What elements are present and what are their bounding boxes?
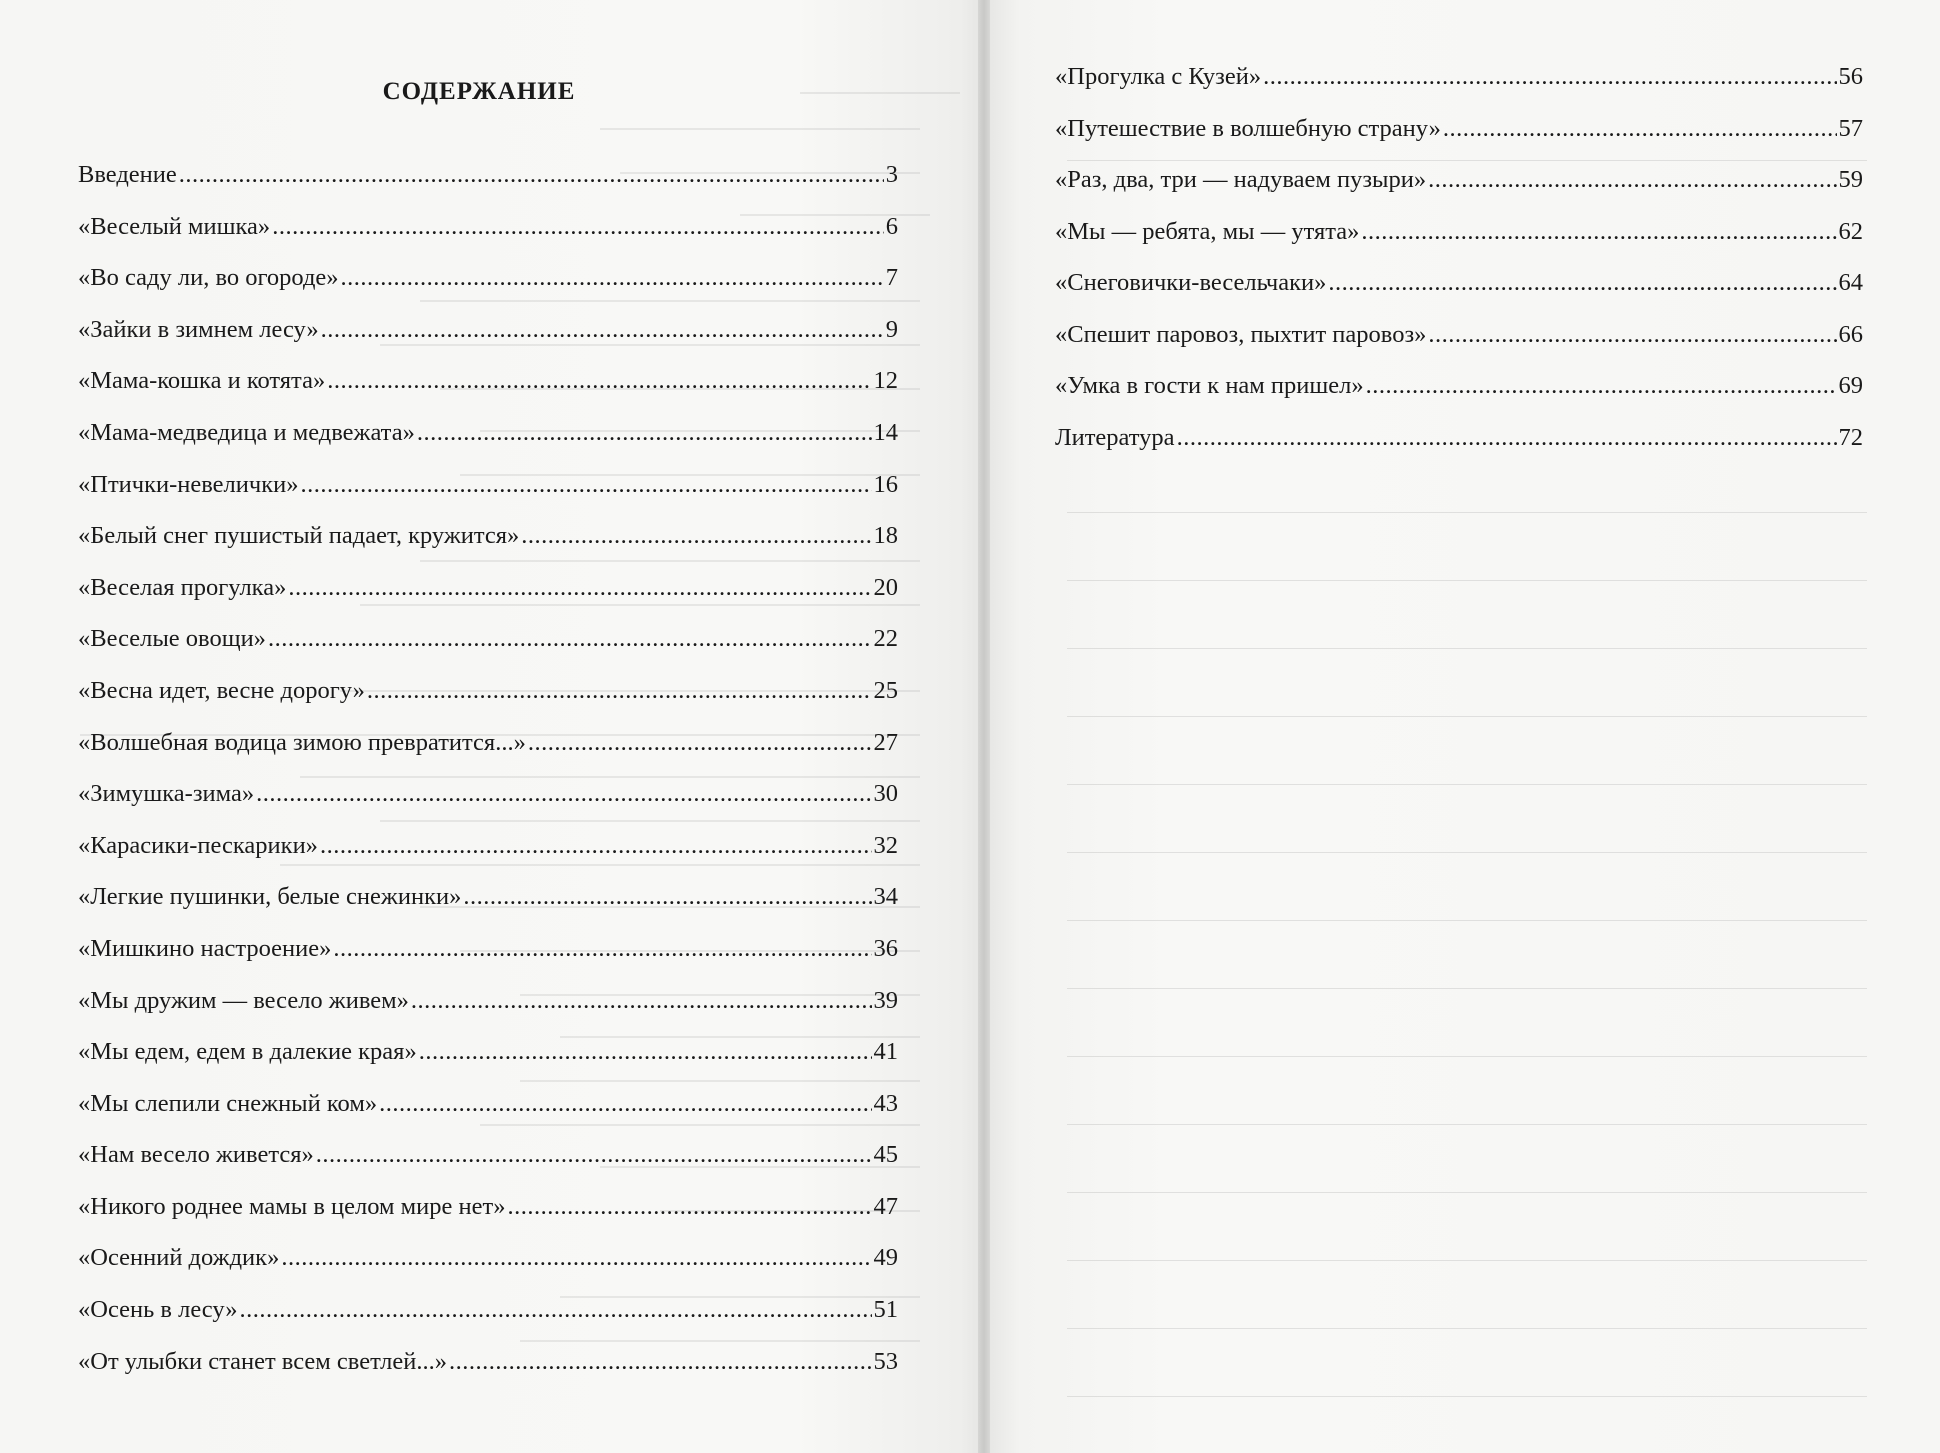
dot-leader — [1328, 268, 1836, 298]
toc-entry-title: «Умка в гости к нам пришел» — [1055, 372, 1364, 399]
toc-entry[interactable] — [78, 1089, 898, 1141]
toc-entry-title: «Веселая прогулка» — [78, 573, 287, 601]
toc-entry-page: 25 — [873, 676, 898, 704]
dot-leader — [281, 1243, 871, 1273]
toc-entry-page: 6 — [885, 212, 898, 240]
toc-entry-title: «Зайки в зимнем лесу» — [78, 315, 319, 343]
toc-entry-title: «Во саду ли, во огороде» — [78, 264, 339, 292]
toc-entry-title: «Веселый мишка» — [78, 212, 271, 240]
toc-entry[interactable] — [78, 315, 898, 367]
toc-entry[interactable] — [1055, 217, 1863, 269]
page-title-text: СОДЕРЖАНИЕ — [382, 78, 576, 105]
toc-entry[interactable] — [78, 728, 898, 780]
toc-entry-page: 36 — [873, 934, 898, 962]
toc-entry-title: Литература — [1055, 423, 1175, 451]
dot-leader — [417, 418, 872, 448]
toc-entry[interactable] — [78, 366, 898, 418]
toc-entry[interactable] — [78, 1140, 898, 1192]
toc-entry-title: «Веселые овощи» — [78, 625, 266, 653]
dot-leader — [367, 676, 872, 706]
dot-leader — [507, 1192, 871, 1222]
toc-entry-page: 18 — [873, 522, 898, 550]
toc-entry[interactable] — [78, 263, 898, 315]
toc-entry[interactable] — [1055, 62, 1863, 114]
toc-entry-title: «Осень в лесу» — [78, 1296, 238, 1324]
dot-leader — [411, 986, 872, 1016]
toc-entry-title: «Мы едем, едем в далекие края» — [78, 1038, 417, 1066]
dot-leader — [1366, 371, 1837, 401]
toc-entry-page: 57 — [1838, 114, 1863, 142]
toc-entry-page: 20 — [873, 573, 898, 601]
toc-entry-page: 14 — [873, 418, 898, 446]
dot-leader — [1361, 217, 1836, 247]
dot-leader — [272, 212, 884, 242]
dot-leader — [321, 315, 884, 345]
dot-leader — [256, 779, 871, 809]
toc-entry[interactable] — [1055, 371, 1863, 423]
toc-entry-page: 30 — [873, 780, 898, 808]
toc-entry-page: 9 — [885, 315, 898, 343]
toc-entry-page: 41 — [873, 1038, 898, 1066]
toc-entry-title: «Мама-медведица и медвежата» — [78, 418, 415, 446]
toc-entry-page: 12 — [873, 367, 898, 395]
toc-entry[interactable] — [1055, 165, 1863, 217]
toc-entry-page: 39 — [873, 986, 898, 1014]
dot-leader — [239, 1295, 871, 1325]
toc-entry-title: «Белый снег пушистый падает, кружится» — [78, 522, 520, 550]
dot-leader — [300, 470, 871, 500]
toc-entry-title: «Карасики-пескарики» — [78, 831, 318, 859]
toc-entry-page: 66 — [1838, 320, 1863, 348]
toc-entry-page: 43 — [873, 1089, 898, 1117]
toc-entry-page: 16 — [873, 470, 898, 498]
toc-entry[interactable] — [1055, 268, 1863, 320]
toc-entry-page: 72 — [1838, 423, 1863, 451]
toc-entry[interactable] — [78, 1243, 898, 1295]
toc-entry-title: «Птички-невелички» — [78, 470, 299, 498]
toc-entry[interactable] — [78, 212, 898, 264]
dot-leader — [341, 263, 884, 293]
toc-entry[interactable] — [78, 470, 898, 522]
toc-entry-title: «От улыбки станет всем светлей...» — [78, 1347, 448, 1375]
toc-entry-page: 56 — [1838, 63, 1863, 90]
toc-entry-title: «Осенний дождик» — [78, 1244, 280, 1272]
toc-entry-title: Введение — [78, 161, 177, 188]
dot-leader — [268, 624, 872, 654]
toc-list-left — [78, 160, 898, 1398]
toc-entry-title: «Мама-кошка и котята» — [78, 367, 326, 395]
toc-entry-page: 3 — [885, 161, 898, 188]
toc-entry-title: «Путешествие в волшебную страну» — [1055, 114, 1441, 142]
toc-entry-page: 45 — [873, 1141, 898, 1169]
toc-entry[interactable] — [78, 1192, 898, 1244]
toc-entry-title: «Прогулка с Кузей» — [1055, 63, 1262, 90]
toc-entry[interactable] — [78, 521, 898, 573]
toc-entry[interactable] — [78, 1295, 898, 1347]
dot-leader — [288, 573, 871, 603]
toc-entry-title: «Никого роднее мамы в целом мире нет» — [78, 1192, 506, 1220]
dot-leader — [379, 1089, 871, 1119]
toc-entry-title: «Легкие пушинки, белые снежинки» — [78, 883, 462, 911]
toc-entry[interactable] — [1055, 320, 1863, 372]
toc-entry[interactable] — [78, 986, 898, 1038]
toc-entry[interactable] — [1055, 114, 1863, 166]
dot-leader — [1428, 165, 1836, 195]
toc-entry-page: 53 — [873, 1347, 898, 1375]
dot-leader — [1177, 423, 1837, 453]
dot-leader — [316, 1140, 872, 1170]
toc-entry-title: «Мы слепили снежный ком» — [78, 1089, 378, 1117]
toc-entry-title: «Мишкино настроение» — [78, 934, 332, 962]
toc-entry[interactable] — [78, 934, 898, 986]
toc-entry-title: «Нам весело живется» — [78, 1141, 314, 1169]
toc-entry[interactable] — [1055, 423, 1863, 475]
toc-entry-page: 32 — [873, 831, 898, 859]
toc-entry-page: 64 — [1838, 269, 1863, 296]
toc-entry-title: «Спешит паровоз, пыхтит паровоз» — [1055, 320, 1427, 348]
dot-leader — [327, 366, 871, 396]
dot-leader — [320, 831, 872, 861]
toc-entry-page: 27 — [873, 728, 898, 756]
toc-entry-title: «Мы дружим — весело живем» — [78, 986, 409, 1014]
toc-entry[interactable] — [78, 831, 898, 883]
toc-entry[interactable] — [78, 676, 898, 728]
toc-entry[interactable] — [78, 624, 898, 676]
toc-list-right — [1055, 62, 1863, 474]
toc-entry-title: «Волшебная водица зимою превратится...» — [78, 728, 526, 756]
toc-entry-page: 47 — [873, 1192, 898, 1220]
toc-entry-page: 59 — [1838, 166, 1863, 193]
toc-entry-title: «Весна идет, весне дорогу» — [78, 676, 365, 704]
toc-entry[interactable] — [78, 573, 898, 625]
toc-entry-page: 7 — [885, 264, 898, 292]
toc-entry-title: «Снеговички-весельчаки» — [1055, 269, 1327, 296]
dot-leader — [1443, 114, 1837, 144]
toc-entry-page: 22 — [873, 625, 898, 653]
toc-entry[interactable] — [78, 779, 898, 831]
toc-entry-page: 34 — [873, 883, 898, 911]
dot-leader — [528, 728, 872, 758]
toc-entry[interactable] — [78, 418, 898, 470]
dot-leader — [333, 934, 871, 964]
dot-leader — [1263, 62, 1836, 92]
dot-leader — [419, 1037, 872, 1067]
toc-entry-title: «Зимушка-зима» — [78, 780, 255, 808]
toc-entry-title: «Мы — ребята, мы — утята» — [1055, 217, 1360, 245]
toc-entry[interactable] — [78, 882, 898, 934]
toc-entry-page: 62 — [1838, 217, 1863, 245]
toc-entry-title: «Раз, два, три — надуваем пузыри» — [1055, 166, 1427, 193]
book-gutter — [978, 0, 990, 1453]
toc-entry-page: 69 — [1838, 372, 1863, 399]
dot-leader — [463, 882, 871, 912]
toc-entry-page: 49 — [873, 1244, 898, 1272]
dot-leader — [449, 1347, 871, 1377]
toc-entry-page: 51 — [873, 1296, 898, 1324]
dot-leader — [179, 160, 884, 190]
toc-entry[interactable] — [78, 1037, 898, 1089]
page-title — [0, 78, 990, 106]
dot-leader — [521, 521, 871, 551]
toc-entry[interactable] — [78, 1347, 898, 1399]
toc-entry[interactable] — [78, 160, 898, 212]
dot-leader — [1428, 320, 1836, 350]
